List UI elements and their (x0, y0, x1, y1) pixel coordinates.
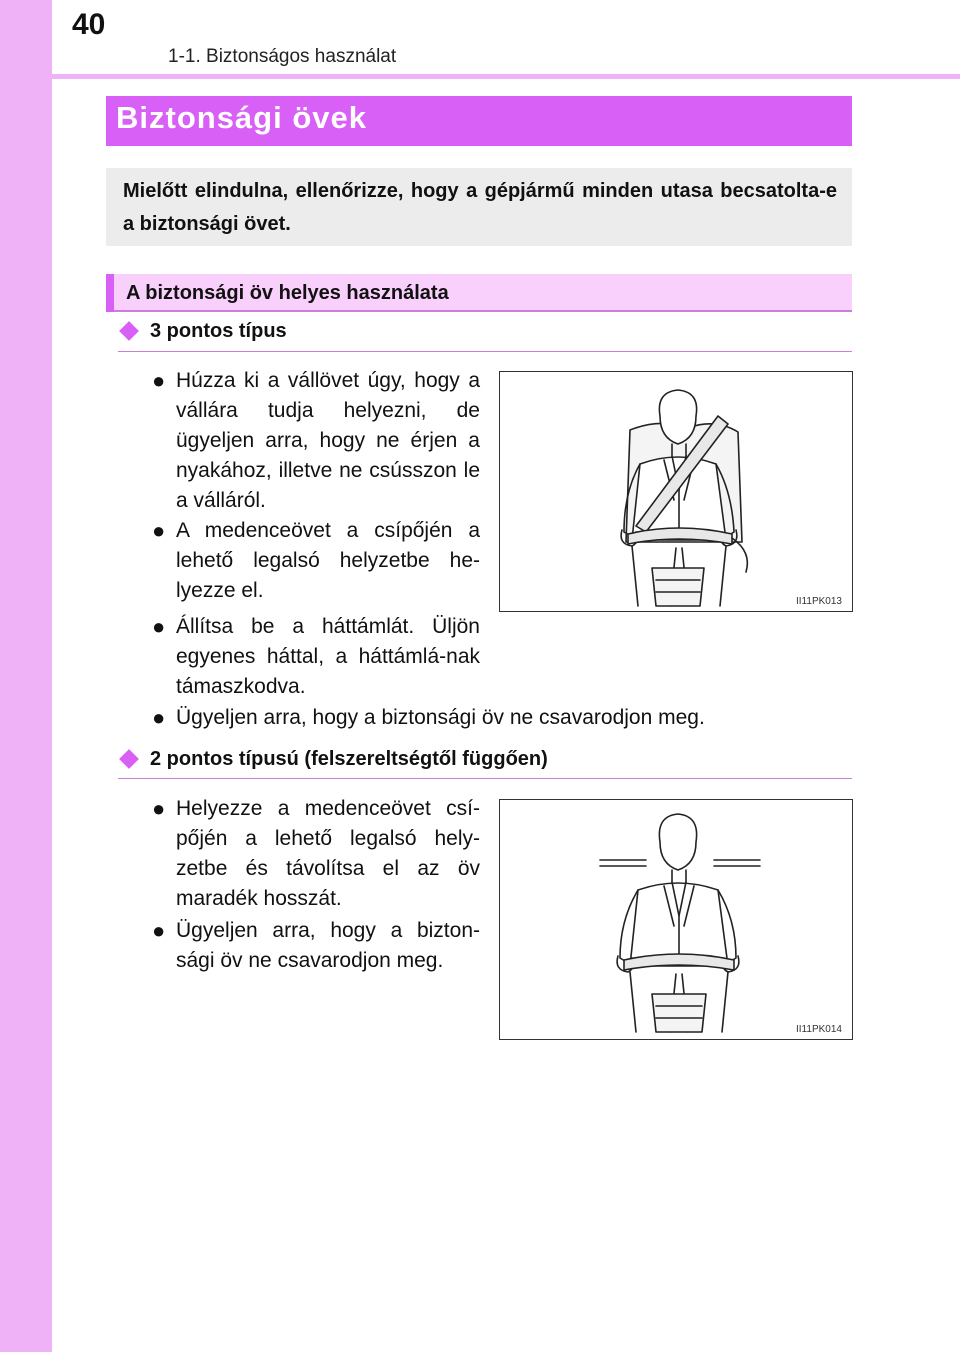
figure-code: II11PK013 (796, 596, 842, 607)
bullet-item (152, 516, 480, 606)
subheading-rule (118, 351, 852, 352)
bullet-text: Ügyeljen arra, hogy a bizton-sági öv ne csavarodjon meg. (176, 919, 480, 972)
subheading-three-point-label: 3 pontos típus (150, 320, 287, 342)
bullet-icon: ● (152, 518, 166, 543)
bullet-icon: ● (152, 705, 166, 730)
figure-three-point-belt (499, 371, 853, 612)
intro-text: Mielőtt elindulna, ellenőrizze, hogy a gépjármű minden utasa becsatolta-e a biztonsági övet. (123, 180, 837, 235)
bullet-text: Helyezze a medenceövet csí-pőjén a lehető legalsó hely-zetbe és távolítsa el az öv maradék hosszát. (176, 797, 480, 910)
subheading-rule (118, 778, 852, 779)
subheading-three-point (118, 320, 287, 343)
seated-person-three-point-illustration (500, 372, 852, 611)
page-title: Biztonsági övek (116, 100, 367, 135)
page-number: 40 (72, 8, 106, 41)
bullet-icon: ● (152, 368, 166, 393)
bullet-item (152, 366, 480, 512)
bullet-text: Ügyeljen arra, hogy a biztonsági öv ne csavarodjon meg. (176, 706, 705, 729)
figure-code: II11PK014 (796, 1024, 842, 1035)
section-accent (106, 274, 114, 312)
bullet-item (152, 703, 852, 733)
section-title: A biztonsági öv helyes használata (126, 282, 449, 304)
bullet-icon: ● (152, 796, 166, 821)
subheading-two-point (118, 748, 548, 771)
bullet-text: Húzza ki a vállövet úgy, hogy a vállára tudja helyezni, de ügyeljen arra, hogy ne érjen a nyakához, illetve ne csússzon le a válláról. (176, 369, 480, 512)
header-rule (52, 74, 960, 79)
bullet-text: Állítsa be a háttámlát. Üljön egyenes háttal, a háttámlá-nak támaszkodva. (176, 615, 480, 698)
figure-two-point-belt (499, 799, 853, 1040)
diamond-icon (119, 749, 139, 769)
page-sidebar (0, 0, 52, 1352)
bullet-item (152, 916, 480, 978)
bullet-item (152, 794, 480, 918)
seated-person-two-point-illustration (500, 800, 852, 1039)
bullet-text: A medenceövet a csípőjén a lehető legalsó helyzetbe he-lyezze el. (176, 519, 480, 602)
bullet-item (152, 612, 480, 702)
subheading-two-point-label: 2 pontos típusú (felszereltségtől függően) (150, 748, 548, 770)
diamond-icon (119, 321, 139, 341)
bullet-icon: ● (152, 918, 166, 943)
bullet-icon: ● (152, 614, 166, 639)
chapter-title: 1-1. Biztonságos használat (168, 46, 397, 67)
